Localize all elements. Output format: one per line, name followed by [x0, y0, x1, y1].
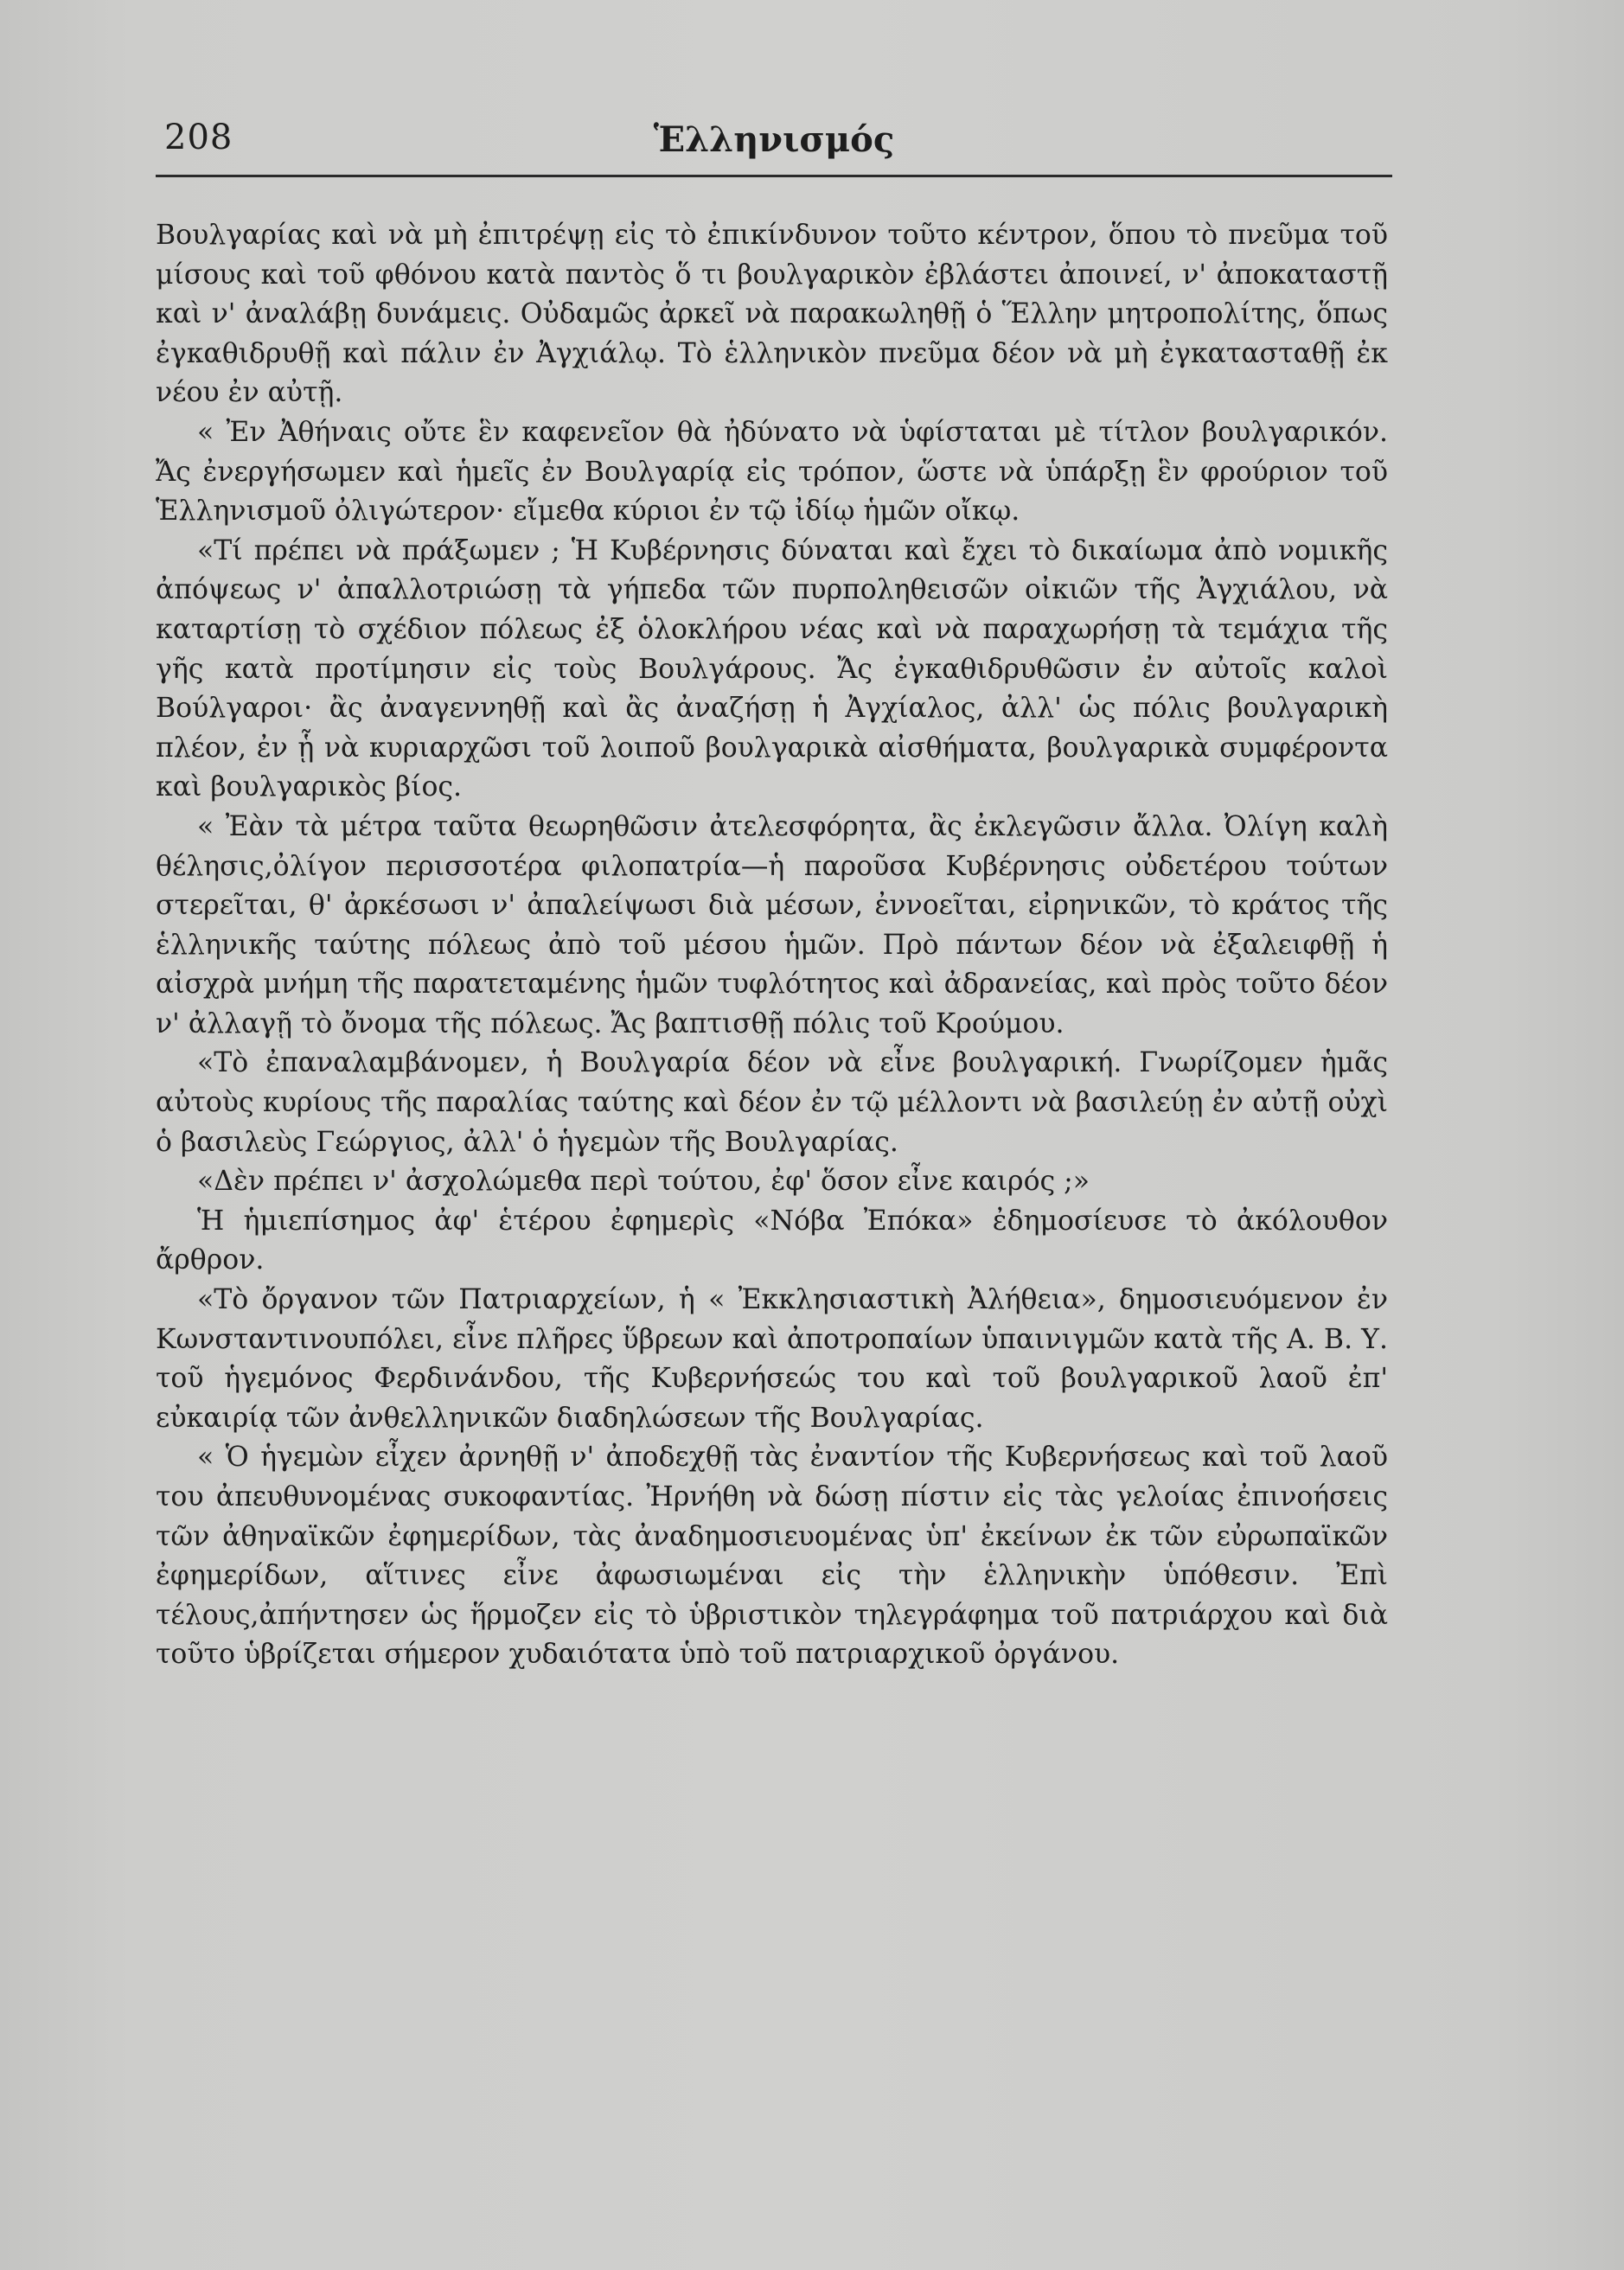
- page-number: 208: [164, 118, 233, 157]
- paragraph-continued: Βουλγαρίας καὶ νὰ μὴ ἐπιτρέψῃ εἰς τὸ ἐπικίνδυνον τοῦτο κέντρον, ὅπου τὸ πνεῦμα τοῦ μίσους καὶ τοῦ φθόνου κατὰ παντὸς ὅ τι βουλγαρικὸν ἐβλάστει ἀποινεί, ν' ἀποκαταστῇ καὶ ν' ἀναλάβῃ δυνάμεις. Οὐδαμῶς ἀρκεῖ νὰ παρακωληθῇ ὁ Ἕλλην μητροπολίτης, ὅπως ἐγκαθιδρυθῇ καὶ πάλιν ἐν Ἀγχιάλῳ. Τὸ ἑλληνικὸν πνεῦμα δέον νὰ μὴ ἐγκατασταθῇ ἐκ νέου ἐν αὐτῇ.: [156, 220, 1388, 409]
- paragraph: «Δὲν πρέπει ν' ἀσχολώμεθα περὶ τούτου, ἐφ' ὅσον εἶνε καιρός ;»: [197, 1166, 1090, 1198]
- paragraph: «Τὸ ὄργανον τῶν Πατριαρχείων, ἡ « Ἐκκλησιαστικὴ Ἀλήθεια», δημοσιευόμενον ἐν Κωνσταντινουπόλει, εἶνε πλῆρες ὕβρεων καὶ ἀποτροπαίων ὑπαινιγμῶν κατὰ τῆς Α. Β. Υ. τοῦ ἡγεμόνος Φερδινάνδου, τῆς Κυβερνήσεώς του καὶ τοῦ βουλγαρικοῦ λαοῦ ἐπ' εὐκαιρίᾳ τῶν ἀνθελληνικῶν διαδηλώσεων τῆς Βουλγαρίας.: [156, 1284, 1388, 1434]
- running-head: Ἑλληνισμός: [653, 119, 895, 160]
- paragraph: « Ἐὰν τὰ μέτρα ταῦτα θεωρηθῶσιν ἀτελεσφόρητα, ἂς ἐκλεγῶσιν ἄλλα. Ὀλίγη καλὴ θέλησις,ὀλίγον περισσοτέρα φιλοπατρία—ἡ παροῦσα Κυβέρνησις οὐδετέρου τούτων στερεῖται, θ' ἀρκέσωσι ν' ἀπαλείψωσι διὰ μέσων, ἐννοεῖται, εἰρηνικῶν, τὸ κράτος τῆς ἑλληνικῆς ταύτης πόλεως ἀπὸ τοῦ μέσου ἡμῶν. Πρὸ πάντων δέον νὰ ἐξαλειφθῇ ἡ αἰσχρὰ μνήμη τῆς παρατεταμένης ἡμῶν τυφλότητος καὶ ἀδρανείας, καὶ πρὸς τοῦτο δέον ν' ἀλλαγῇ τὸ ὄνομα τῆς πόλεως. Ἄς βαπτισθῇ πόλις τοῦ Κρούμου.: [156, 810, 1388, 1039]
- paragraph: Ἡ ἡμιεπίσημος ἀφ' ἑτέρου ἐφημερὶς «Νόβα Ἐπόκα» ἐδημοσίευσε τὸ ἀκόλουθον ἄρθρον.: [156, 1205, 1388, 1276]
- paragraph: «Τὸ ἐπαναλαμβάνομεν, ἡ Βουλγαρία δέον νὰ εἶνε βουλγαρική. Γνωρίζομεν ἡμᾶς αὐτοὺς κυρίους τῆς παραλίας ταύτης καὶ δέον ἐν τῷ μέλλοντι νὰ βασιλεύῃ ἐν αὐτῇ οὐχὶ ὁ βασιλεὺς Γεώργιος, ἀλλ' ὁ ἡγεμὼν τῆς Βουλγαρίας.: [156, 1047, 1388, 1158]
- header-rule: [156, 175, 1392, 177]
- page-header: [156, 102, 1392, 171]
- paragraph: «Τί πρέπει νὰ πράξωμεν ; Ἡ Κυβέρνησις δύναται καὶ ἔχει τὸ δικαίωμα ἀπὸ νομικῆς ἀπόψεως ν' ἀπαλλοτριώσῃ τὰ γήπεδα τῶν πυρποληθεισῶν οἰκιῶν τῆς Ἀγχιάλου, νὰ καταρτίσῃ τὸ σχέδιον πόλεως ἐξ ὁλοκλήρου νέας καὶ νὰ παραχωρήσῃ τὰ τεμάχια τῆς γῆς κατὰ προτίμησιν εἰς τοὺς Βουλγάρους. Ἄς ἐγκαθιδρυθῶσιν ἐν αὐτοῖς καλοὶ Βούλγαροι· ἂς ἀναγεννηθῇ καὶ ἂς ἀναζήσῃ ἡ Ἀγχίαλος, ἀλλ' ὡς πόλις βουλγαρικὴ πλέον, ἐν ᾗ νὰ κυριαρχῶσι τοῦ λοιποῦ βουλγαρικὰ αἰσθήματα, βουλγαρικὰ συμφέροντα καὶ βουλγαρικὸς βίος.: [156, 534, 1388, 803]
- paragraph: « Ἐν Ἀθήναις οὔτε ἓν καφενεῖον θὰ ἠδύνατο νὰ ὑφίσταται μὲ τίτλον βουλγαρικόν. Ἄς ἐνεργήσωμεν καὶ ἡμεῖς ἐν Βουλγαρίᾳ εἰς τρόπον, ὥστε νὰ ὑπάρξῃ ἓν φρούριον τοῦ Ἑλληνισμοῦ ὀλιγώτερον· εἴμεθα κύριοι ἐν τῷ ἰδίῳ ἡμῶν οἴκῳ.: [156, 416, 1388, 528]
- paragraph: « Ὁ ἡγεμὼν εἶχεν ἀρνηθῇ ν' ἀποδεχθῇ τὰς ἐναντίον τῆς Κυβερνήσεως καὶ τοῦ λαοῦ του ἀπευθυνομένας συκοφαντίας. Ἠρνήθη νὰ δώσῃ πίστιν εἰς τὰς γελοίας ἐπινοήσεις τῶν ἀθηναϊκῶν ἐφημερίδων, τὰς ἀναδημοσιευομένας ὑπ' ἐκείνων ἐκ τῶν εὐρωπαϊκῶν ἐφημερίδων, αἵτινες εἶνε ἀφωσιωμέναι εἰς τὴν ἑλληνικὴν ὑπόθεσιν. Ἐπὶ τέλους,ἀπήντησεν ὡς ἥρμοζεν εἰς τὸ ὑβριστικὸν τηλεγράφημα τοῦ πατριάρχου καὶ διὰ τοῦτο ὑβρίζεται σήμερον χυδαιότατα ὑπὸ τοῦ πατριαρχικοῦ ὀργάνου.: [156, 1442, 1388, 1671]
- body-text: [156, 216, 1388, 1675]
